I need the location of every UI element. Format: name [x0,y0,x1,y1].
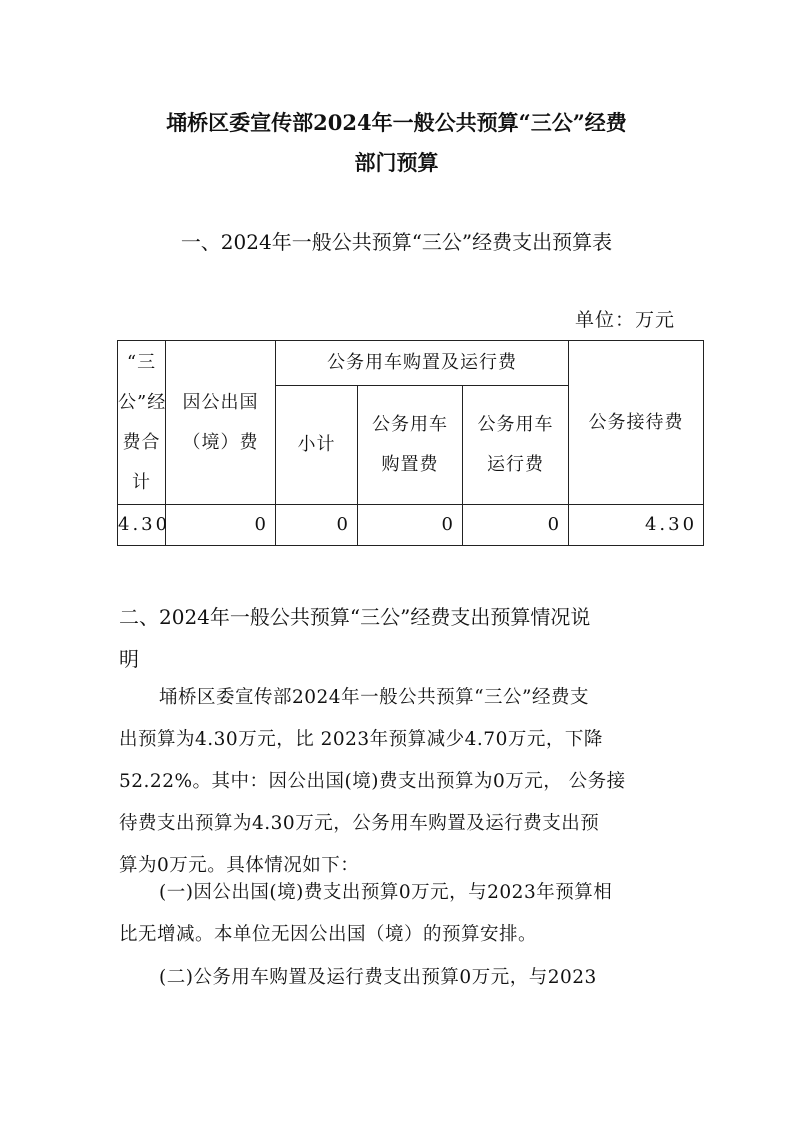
paragraph-line: 比无增减。本单位无因公出国（境）的预算安排。 [119,924,538,945]
paragraph-line: 待费支出预算为4.30万元，公务用车购置及运行费支出预 [119,813,600,834]
paragraph-summary [119,677,674,887]
header-vehicle-operation [463,386,569,505]
table-row [118,505,704,546]
header-reception: 公务接待费 [569,341,704,505]
paragraph-line: 算为0万元。具体情况如下： [119,855,360,876]
header-total-line: 公”经 [118,391,167,413]
header-vehicle-purchase [358,386,463,505]
header-vehicle-operation-line: 公务用车 [477,414,554,435]
header-abroad [166,341,276,505]
cell-abroad: 0 [166,505,276,546]
section2-heading [119,596,679,680]
header-total-line: 费合 [122,431,161,453]
paragraph-line: (一)因公出国(境)费支出预算0万元，与2023年预算相 [159,882,613,903]
cell-subtotal: 0 [276,505,358,546]
unit-label: 单位：万元 [574,309,675,331]
section2-heading-line: 二、2024年一般公共预算“三公”经费支出预算情况说 [119,605,591,629]
section2-heading-line: 明 [119,647,139,671]
paragraph-vehicle [119,957,674,999]
paragraph-line: (二)公务用车购置及运行费支出预算0万元，与2023 [159,967,597,988]
cell-vehicle-operation: 0 [463,505,569,546]
header-subtotal: 小计 [276,386,358,505]
paragraph-line: 埇桥区委宣传部2024年一般公共预算“三公”经费支 [159,687,589,708]
header-abroad-line: 因公出国 [182,391,259,413]
document-title-line2: 部门预算 [354,150,439,175]
cell-reception: 4.30 [569,505,704,546]
document-title-line1: 埇桥区委宣传部2024年一般公共预算“三公”经费 [166,110,627,135]
header-vehicle-operation-line: 运行费 [487,454,545,475]
cell-total: 4.30 [118,505,166,546]
header-abroad-line: （境）费 [182,431,259,453]
header-vehicle-purchase-line: 购置费 [381,454,439,475]
section1-heading: 一、2024年一般公共预算“三公”经费支出预算表 [180,230,613,254]
header-total-line: “三 [126,351,157,373]
header-vehicle-purchase-line: 公务用车 [372,414,448,435]
paragraph-line: 52.22%。其中：因公出国(境)费支出预算为0万元， 公务接 [119,771,626,792]
budget-table [117,340,704,546]
paragraph-abroad [119,872,674,956]
header-total-line: 计 [132,471,151,493]
paragraph-line: 出预算为4.30万元，比 2023年预算减少4.70万元，下降 [119,729,603,750]
header-vehicle-group: 公务用车购置及运行费 [276,341,569,386]
header-total [118,341,166,505]
cell-vehicle-purchase: 0 [358,505,463,546]
